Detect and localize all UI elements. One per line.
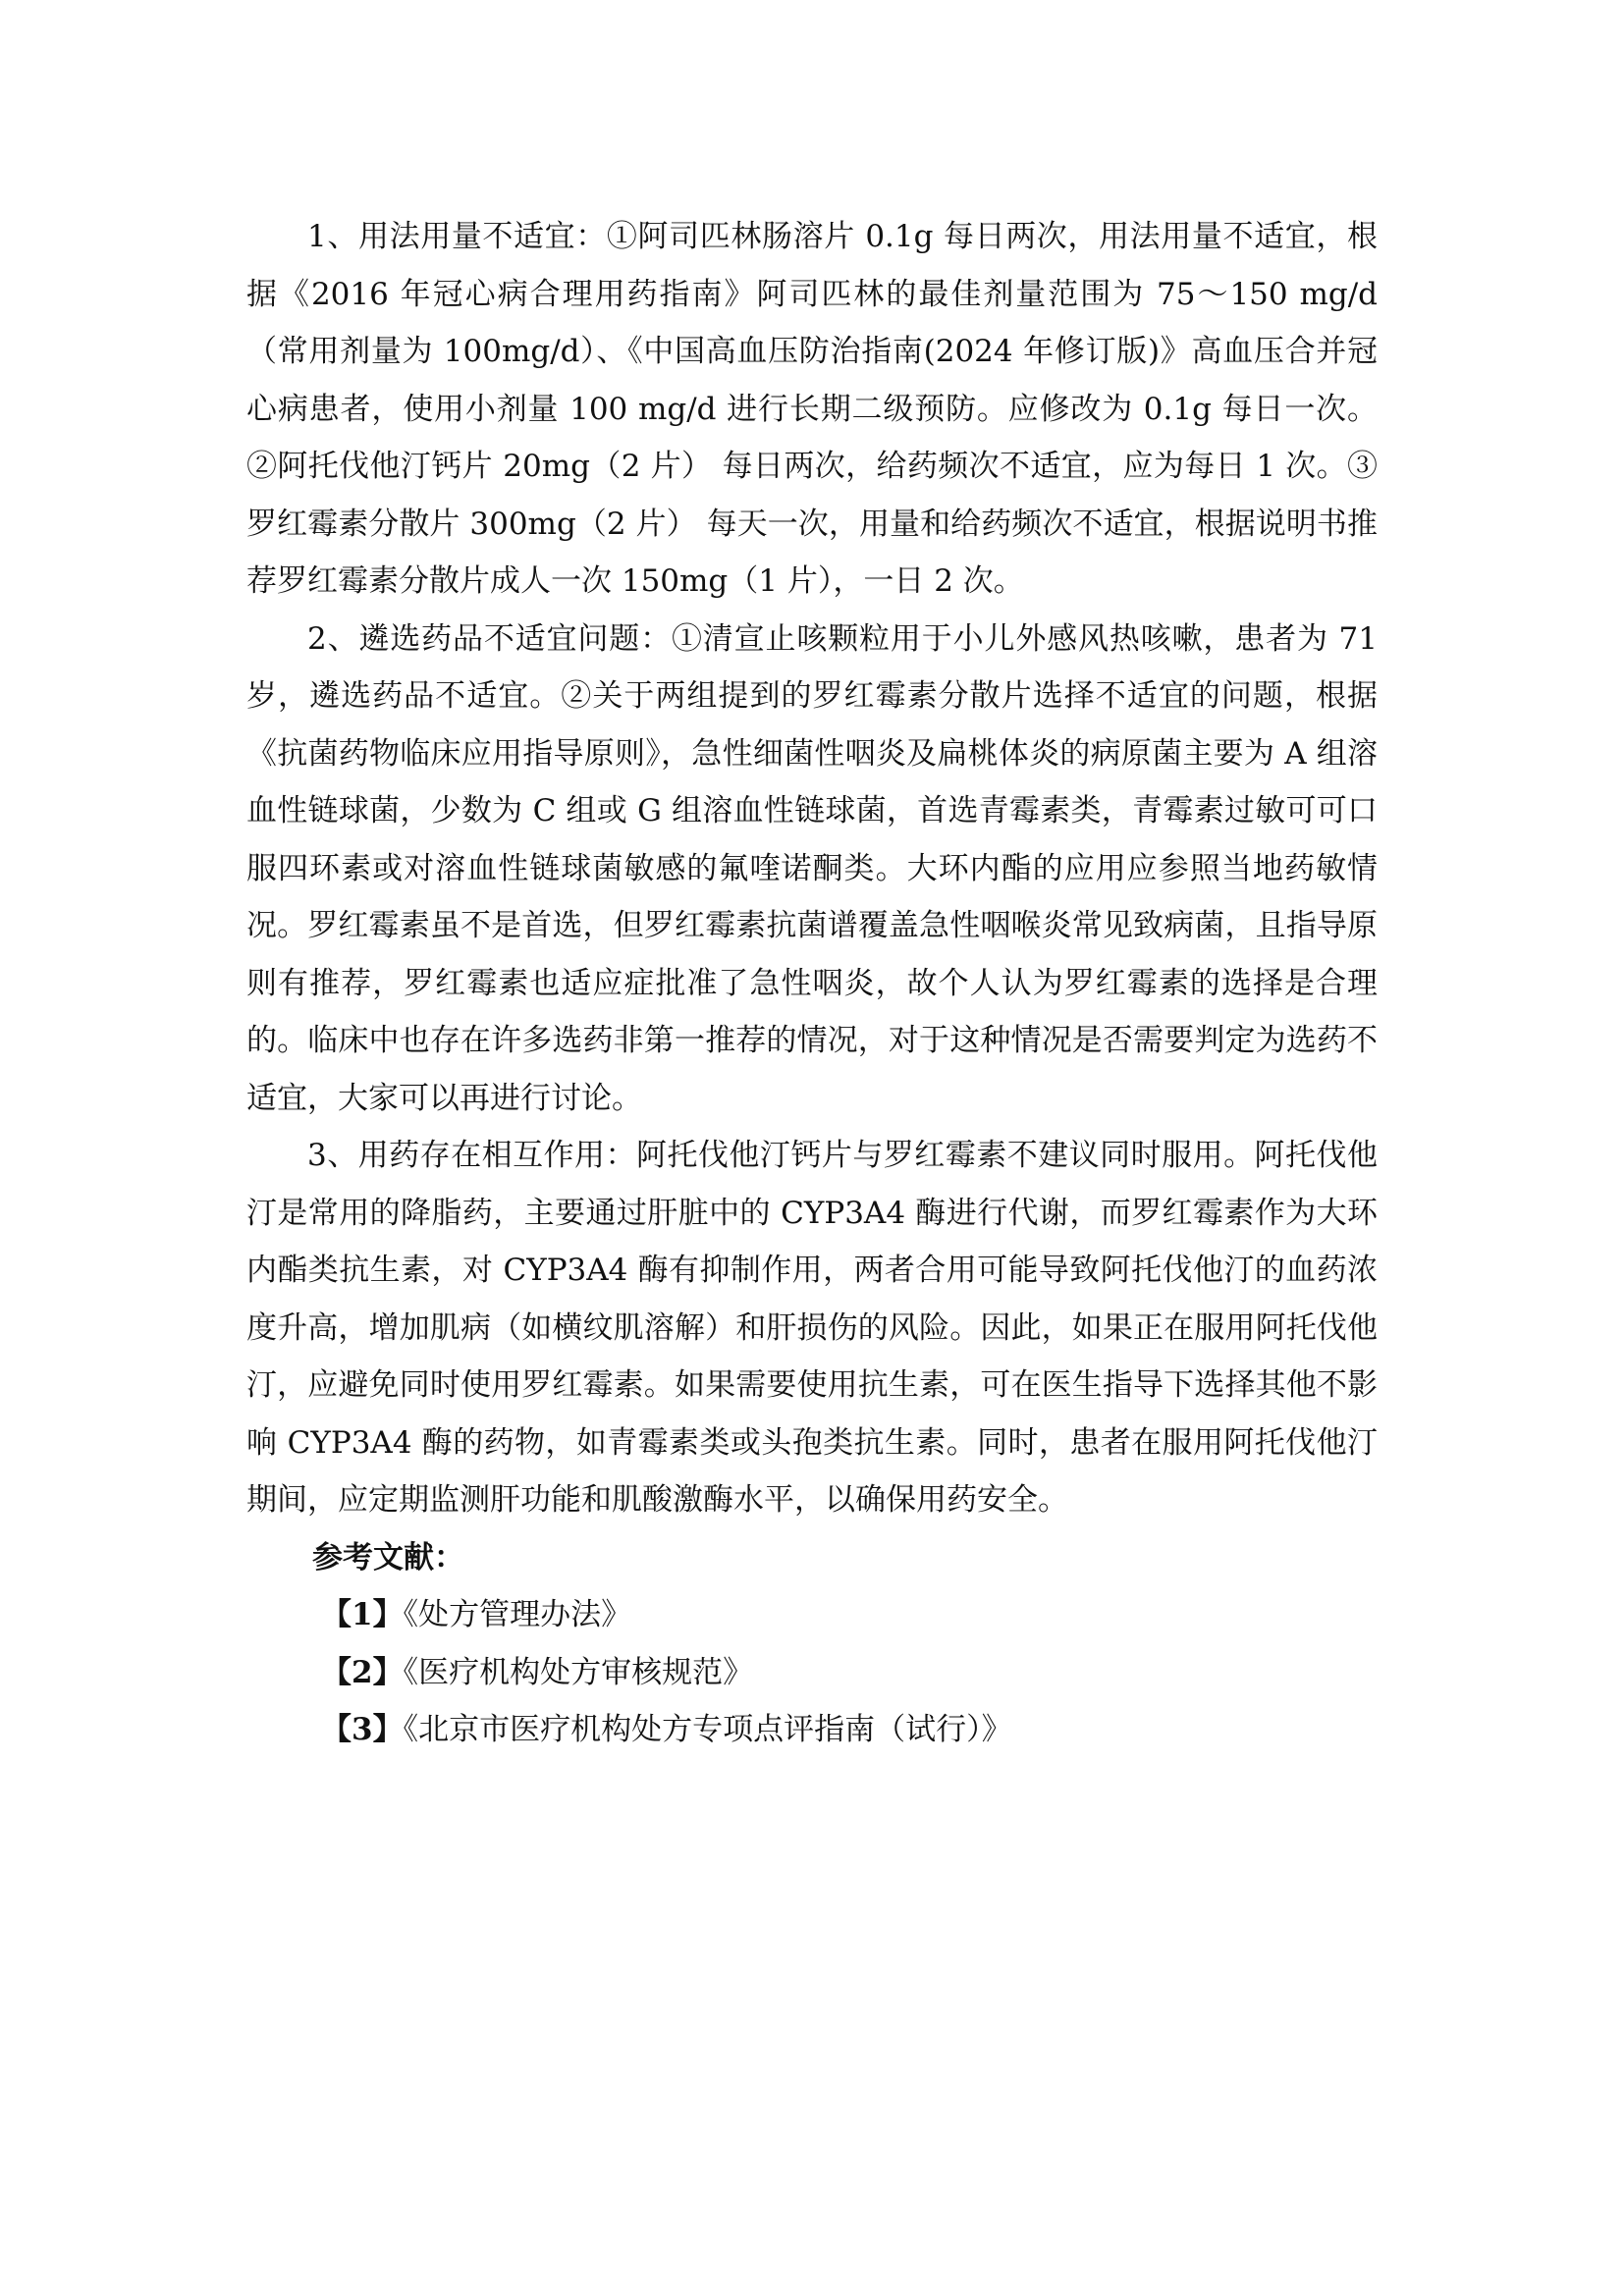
reference-number: 【2】 [321, 1654, 404, 1690]
paragraph-drug-selection-issues: 2、遴选药品不适宜问题：①清宣止咳颗粒用于小儿外感风热咳嗽，患者为 71 岁，遴选药品不适宜。②关于两组提到的罗红霉素分散片选择不适宜的问题，根据《抗菌药物临床应用指导原则》，急性细菌性咽炎及扁桃体炎的病原菌主要为 A 组溶血性链球菌，少数为 C 组或 G 组溶血性链球菌，首选青霉素类，青霉素过敏可可口服四环素或对溶血性链球菌敏感的氟喹诺酮类。大环内酯的应用应参照当地药敏情况。罗红霉素虽不是首选，但罗红霉素抗菌谱覆盖急性咽喉炎常见致病菌，且指导原则有推荐，罗红霉素也适应症批准了急性咽炎，故个人认为罗红霉素的选择是合理的。临床中也存在许多选药非第一推荐的情况，对于这种情况是否需要判定为选药不适宜，大家可以再进行讨论。 [246, 620, 1378, 1116]
reference-item [246, 1586, 1378, 1644]
reference-number: 【3】 [321, 1712, 404, 1747]
paragraph-drug-interaction: 3、用药存在相互作用：阿托伐他汀钙片与罗红霉素不建议同时服用。阿托伐他汀是常用的降脂药，主要通过肝脏中的 CYP3A4 酶进行代谢，而罗红霉素作为大环内酯类抗生素，对 CYP3A4 酶有抑制作用，两者合用可能导致阿托伐他汀的血药浓度升高，增加肌病（如横纹肌溶解）和肝损伤的风险。因此，如果正在服用阿托伐他汀，应避免同时使用罗红霉素。如果需要使用抗生素，可在医生指导下选择其他不影响 CYP3A4 酶的药物，如青霉素类或头孢类抗生素。同时，患者在服用阿托伐他汀期间，应定期监测肝功能和肌酸激酶水平，以确保用药安全。 [246, 1138, 1378, 1518]
paragraph-dosage-issues: 1、用法用量不适宜：①阿司匹林肠溶片 0.1g 每日两次，用法用量不适宜，根据《2016 年冠心病合理用药指南》阿司匹林的最佳剂量范围为 75～150 mg/d（常用剂量为 100mg/d）、《中国高血压防治指南(2024 年修订版)》高血压合并冠心病患者，使用小剂量 100 mg/d 进行长期二级预防。应修改为 0.1g 每日一次。②阿托伐他汀钙片 20mg（2 片） 每日两次，给药频次不适宜，应为每日 1 次。③罗红霉素分散片 300mg（2 片） 每天一次，用量和给药频次不适宜，根据说明书推荐罗红霉素分散片成人一次 150mg（1 片），一日 2 次。 [246, 219, 1378, 599]
references-heading: 参考文献： [312, 1539, 464, 1575]
references-list [246, 1586, 1378, 1759]
reference-number: 【1】 [321, 1597, 404, 1632]
reference-item [246, 1701, 1378, 1759]
reference-title: 《处方管理办法》 [403, 1597, 632, 1632]
reference-title: 《北京市医疗机构处方专项点评指南（试行）》 [403, 1712, 1012, 1747]
document-body [246, 208, 1378, 1759]
reference-item [246, 1644, 1378, 1702]
reference-title: 《医疗机构处方审核规范》 [403, 1654, 754, 1690]
